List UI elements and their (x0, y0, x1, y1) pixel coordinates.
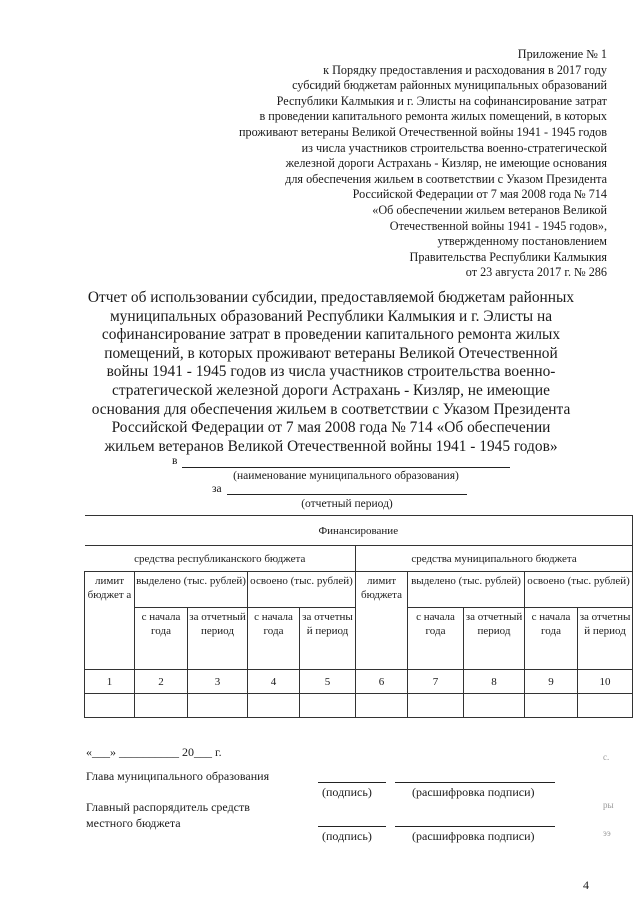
municipality-caption: (наименование муниципального образования) (233, 470, 459, 482)
column-number: 2 (135, 670, 188, 694)
limit-municipal-header: лимит бюджета (356, 572, 408, 670)
data-cell[interactable] (248, 694, 300, 718)
appendix-line: субсидий бюджетам районных муниципальных образований (292, 78, 607, 93)
data-cell[interactable] (356, 694, 408, 718)
column-number: 7 (408, 670, 464, 694)
spent-republic-header: освоено (тыс. рублей) (248, 572, 356, 608)
allocated-municipal-header: выделено (тыс. рублей) (408, 572, 525, 608)
appendix-line: «Об обеспечении жильем ветеранов Великой (372, 202, 607, 217)
appendix-line: от 23 августа 2017 г. № 286 (465, 265, 607, 280)
column-number: 5 (300, 670, 356, 694)
decoding-caption: (расшифровка подписи) (412, 785, 535, 799)
data-cell[interactable] (408, 694, 464, 718)
head-label: Глава муниципального образования (86, 769, 270, 783)
financing-header: Финансирование (85, 516, 633, 546)
appendix-line: Российской Федерации от 7 мая 2008 года № 714 (352, 187, 607, 202)
signature-caption: (подпись) (322, 829, 372, 843)
appendix-line: Приложение № 1 (517, 47, 607, 61)
from-start-header: с начала года (525, 608, 578, 670)
stray-mark: ры (603, 800, 614, 810)
date-line: «___» __________ 20___ г. (86, 745, 222, 759)
chief-decoding-field[interactable] (395, 826, 555, 827)
appendix-line: Республики Калмыкия и г. Элисты на софинансирование затрат (276, 93, 607, 108)
allocated-republic-header: выделено (тыс. рублей) (135, 572, 248, 608)
column-number: 10 (578, 670, 633, 694)
column-number: 3 (188, 670, 248, 694)
for-period-header: за отчетны й период (300, 608, 356, 670)
limit-republic-header: лимит бюджет а (85, 572, 135, 670)
report-table (84, 515, 633, 718)
column-number: 8 (464, 670, 525, 694)
spent-municipal-header: освоено (тыс. рублей) (525, 572, 633, 608)
column-number: 9 (525, 670, 578, 694)
data-cell[interactable] (135, 694, 188, 718)
signature-caption: (подпись) (322, 785, 372, 799)
decoding-caption: (расшифровка подписи) (412, 829, 535, 843)
period-field[interactable] (227, 494, 467, 495)
appendix-line: для обеспечения жильем в соответствии с Указом Президента (285, 171, 607, 186)
republic-budget-header: средства республиканского бюджета (85, 546, 356, 572)
data-cell[interactable] (578, 694, 633, 718)
chief-signature-field[interactable] (318, 826, 386, 827)
head-signature-field[interactable] (318, 782, 386, 783)
data-cell[interactable] (525, 694, 578, 718)
column-number: 6 (356, 670, 408, 694)
from-start-header: с начала года (408, 608, 464, 670)
data-cell[interactable] (300, 694, 356, 718)
data-cell[interactable] (188, 694, 248, 718)
for-period-header: за отчетны й период (578, 608, 633, 670)
page-number: 4 (583, 878, 589, 892)
municipal-budget-header: средства муниципального бюджета (356, 546, 633, 572)
column-number: 4 (248, 670, 300, 694)
appendix-line: проживают ветераны Великой Отечественной войны 1941 - 1945 годов (239, 124, 607, 139)
appendix-line: утвержденному постановлением (437, 234, 607, 249)
stray-mark: ээ (603, 828, 611, 838)
for-label: за (212, 483, 222, 495)
data-cell[interactable] (85, 694, 135, 718)
appendix-line: железной дороги Астрахань - Кизляр, не имеющие основания (285, 156, 607, 171)
data-cell[interactable] (464, 694, 525, 718)
for-period-header: за отчетный период (464, 608, 525, 670)
municipality-field[interactable] (182, 467, 510, 468)
chief-label: Главный распорядитель средств местного бюджета (86, 800, 250, 830)
appendix-line: в проведении капитального ремонта жилых помещений, в которых (259, 109, 607, 124)
appendix-line: из числа участников строительства военно-стратегической (301, 140, 607, 155)
appendix-line: Правительства Республики Калмыкия (409, 249, 607, 264)
period-caption: (отчетный период) (301, 498, 393, 510)
from-start-header: с начала года (135, 608, 188, 670)
head-decoding-field[interactable] (395, 782, 555, 783)
appendix-header (187, 47, 607, 281)
for-period-header: за отчетный период (188, 608, 248, 670)
stray-mark: с. (603, 752, 610, 762)
column-number: 1 (85, 670, 135, 694)
report-title: Отчет об использовании субсидии, предоставляемой бюджетам районных муниципальных образований Республики Калмыкия и г. Элисты на софинансирование затрат в проведении капитального ремонта жилых помещений, в которых проживают ветераны Великой Отечественной войны 1941 - 1945 годов из числа участников строительства военно-стратегической железной дороги Астрахань - Кизляр, не имеющие основания для обеспечения жильем в соответствии с Указом Президента Российской Федерации от 7 мая 2008 года № 714 «Об обеспечении жильем ветеранов Великой Отечественной войны 1941 - 1945 годов» (87, 289, 575, 455)
appendix-line: к Порядку предоставления и расходования в 2017 году (323, 62, 607, 77)
from-start-header: с начала года (248, 608, 300, 670)
appendix-line: Отечественной войны 1941 - 1945 годов», (389, 218, 607, 233)
in-label: в (172, 455, 178, 467)
